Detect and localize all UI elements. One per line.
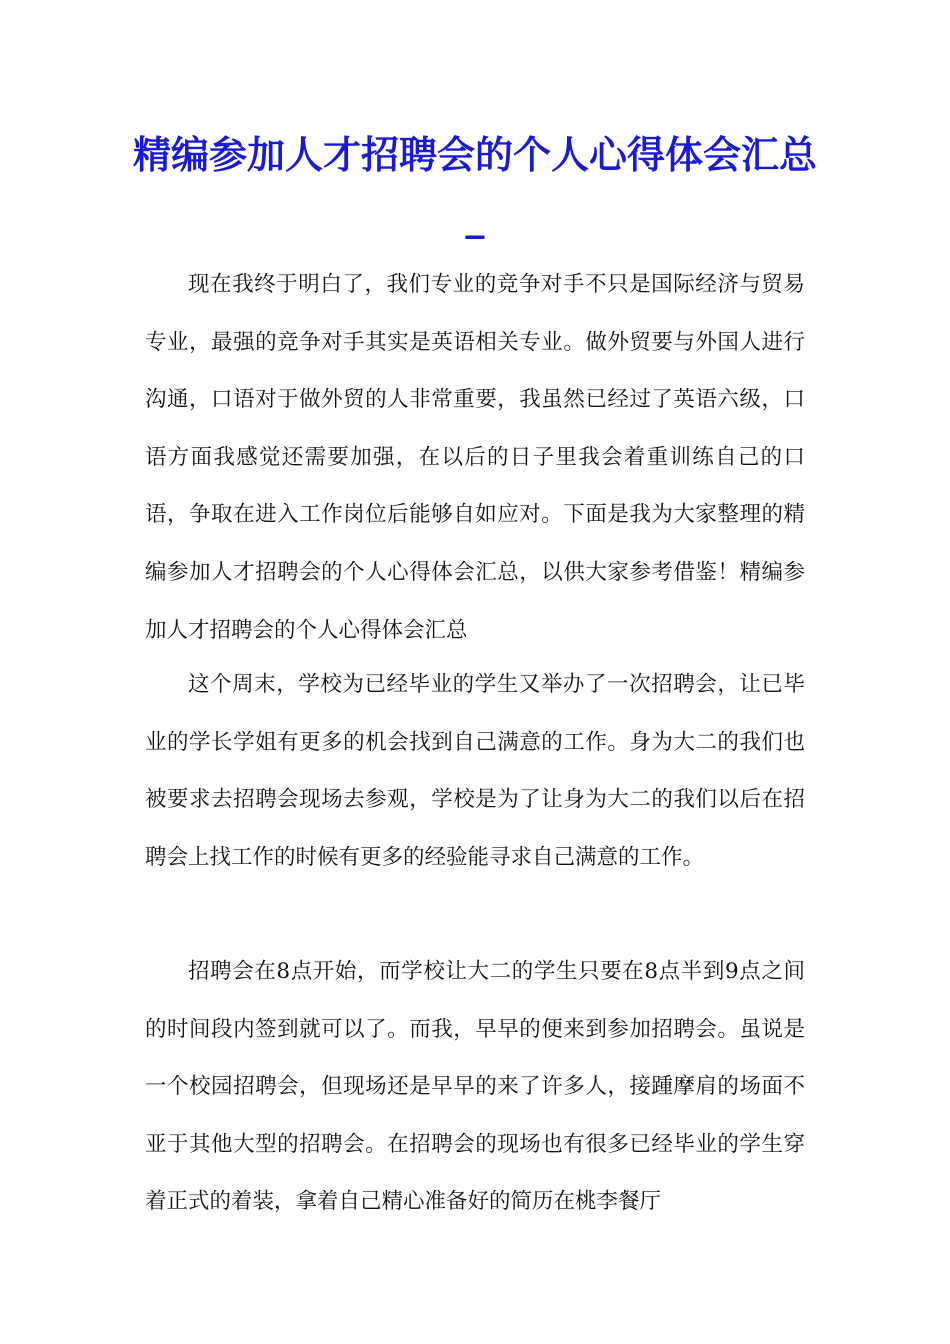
paragraph-1: 现在我终于明白了，我们专业的竞争对手不只是国际经济与贸易专业，最强的竞争对手其实是英语相关专业。做外贸要与外国人进行沟通，口语对于做外贸的人非常重要，我虽然已经过了英语六级，口语方面我感觉还需要加强，在以后的日子里我会着重训练自己的口语，争取在进入工作岗位后能够自如应对。下面是我为大家整理的精编参加人才招聘会的个人心得体会汇总，以供大家参考借鉴！精编参加人才招聘会的个人心得体会汇总 xyxy=(145,272,805,643)
document-title: 精编参加人才招聘会的个人心得体会汇总_ xyxy=(132,132,817,239)
paragraph-3: 招聘会在8点开始，而学校让大二的学生只要在8点半到9点之间的时间段内签到就可以了。而我，早早的便来到参加招聘会。虽说是一个校园招聘会，但现场还是早早的来了许多人，接踵摩肩的场面不亚于其他大型的招聘会。在招聘会的现场也有很多已经毕业的学生穿着正式的着装，拿着自己精心准备好的简历在桃李餐厅 xyxy=(145,959,805,1215)
paragraph-2: 这个周末，学校为已经毕业的学生又举办了一次招聘会，让已毕业的学长学姐有更多的机会找到自己满意的工作。身为大二的我们也被要求去招聘会现场去参观，学校是为了让身为大二的我们以后在招聘会上找工作的时候有更多的经验能寻求自己满意的工作。 xyxy=(145,672,805,870)
